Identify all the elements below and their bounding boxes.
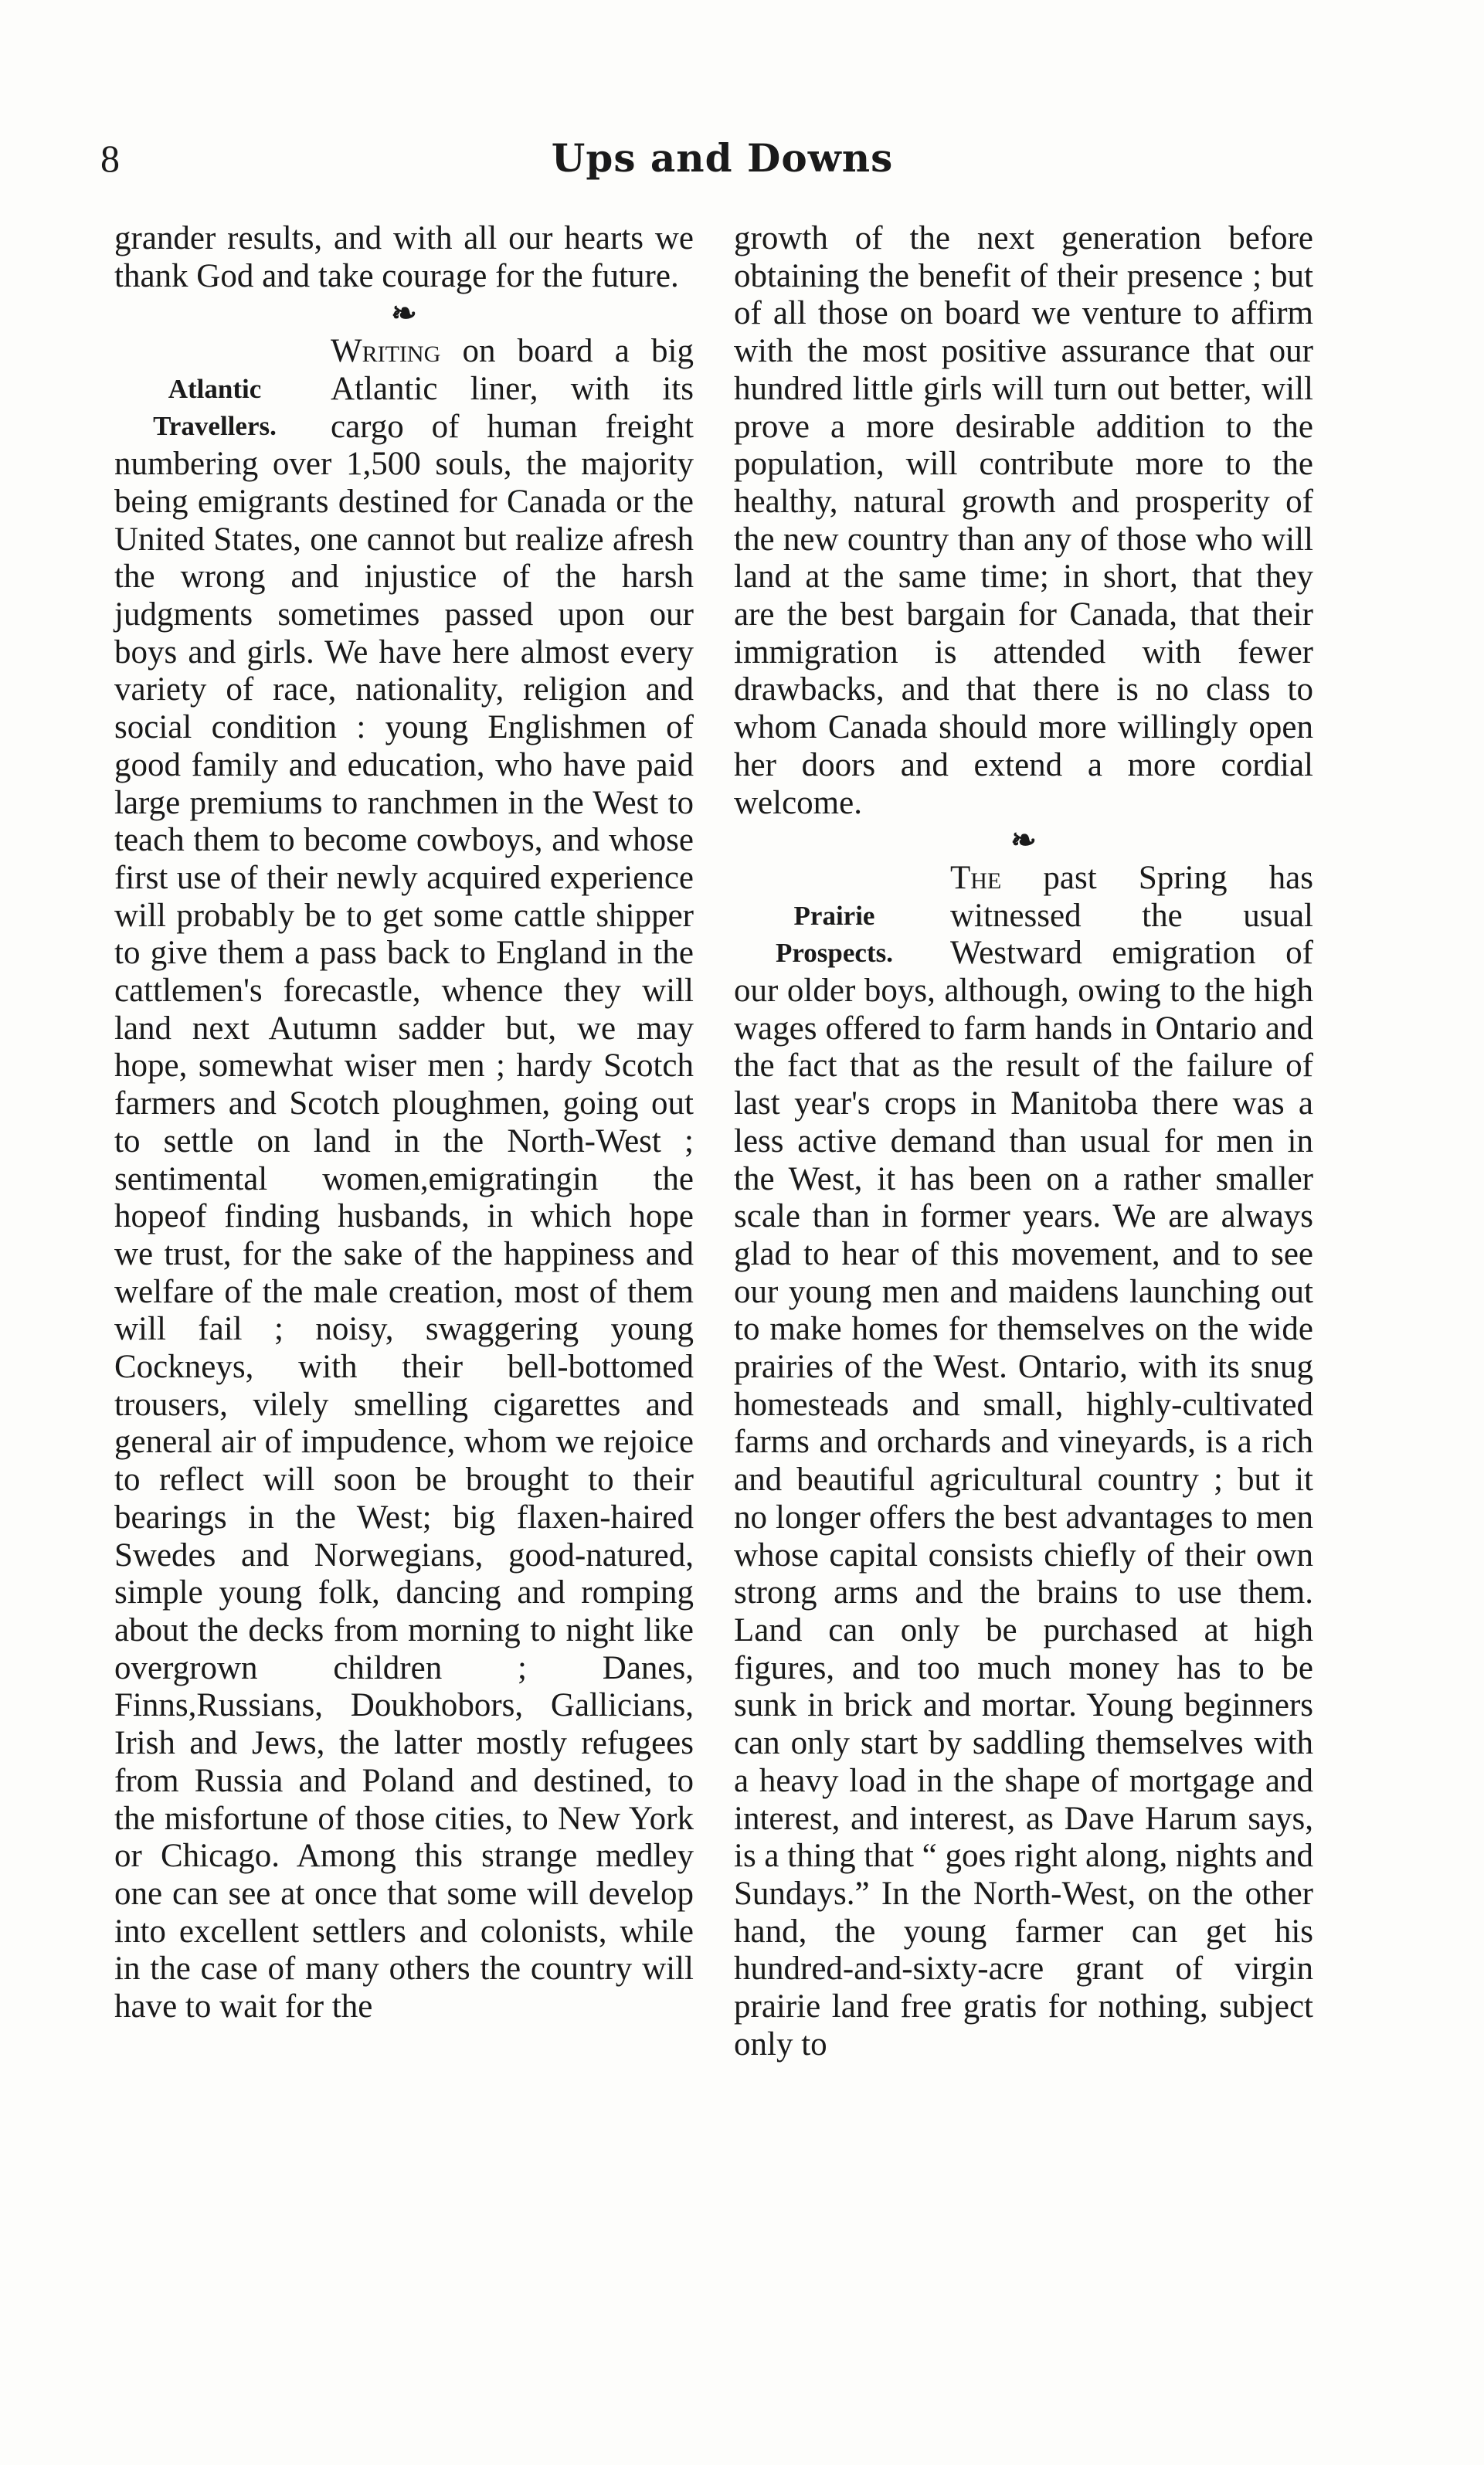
fleuron-ornament-icon: ❧ <box>391 296 417 331</box>
right-column <box>734 220 1313 2063</box>
running-title: Ups and Downs <box>551 135 894 181</box>
paragraph-intro: grander results, and with all our hearts we thank God and take courage for the future. <box>114 220 694 294</box>
paragraph-lead-word: The <box>950 859 1002 896</box>
paragraph-atlantic-travellers <box>114 333 694 2026</box>
marginal-note-prairie-prospects <box>734 898 935 973</box>
paragraph-body: on board a big Atlantic liner, with its cargo of human freight numbering over 1,500 souls, the majority being emigrants destined for Canada or the United States, one cannot but realize afresh the wrong and injustice of the harsh judgments sometimes passed upon our boys and girls. We have here almost every variety of race, nationality, religion and social condition : young Englishmen of good family and education, who have paid large premiums to ranchmen in the West to teach them to become cowboys, and whose first use of their newly acquired experience will probably be to get some cattle shipper to give them a pass back to England in the cattlemen's forecastle, whence they will land next Autumn sadder but, we may hope, somewhat wiser men ; hardy Scotch farmers and Scotch ploughmen, going out to settle on land in the North-West ; sentimental women,emigratingin the hopeof finding husbands, in which hope we trust, for the sake of the happiness and welfare of the male creation, most of them will fail ; noisy, swaggering young Cockneys, with their bell-bottomed trousers, vilely smelling cigarettes and general air of impudence, whom we rejoice to reflect will soon be brought to their bearings in the West; big flaxen-haired Swedes and Norwegians, good-natured, simple young folk, dancing and romping about the decks from morning to night like overgrown children ; Danes, Finns,Russians, Doukhobors, Gallicians, Irish and Jews, the latter mostly refugees from Russia and Poland and destined, to the misfortune of those cities, to New York or Chicago. Among this strange medley one can see at once that some will develop into excellent settlers and colonists, while in the case of many others the country will have to wait for the <box>114 333 694 2025</box>
page-header <box>100 131 1344 185</box>
paragraph-lead-word: Writing <box>331 333 441 370</box>
marginal-note-line: Prospects. <box>776 938 893 969</box>
marginal-note-line: Prairie <box>793 900 875 931</box>
paragraph-continuation: growth of the next generation before obtaining the benefit of their presence ; but of all those on board we venture to affirm with the most positive assurance that our hundred little girls will turn out better, will prove a more desirable addition to the population, will contribute more to the healthy, natural growth and prosperity of the new country than any of those who will land at the same time; in short, that they are the best bargain for Canada, that their immigration is attended with fewer drawbacks, and that there is no class to whom Canada should more willingly open her doors and extend a more cordial welcome. <box>734 220 1313 821</box>
paragraph-prairie-prospects <box>734 860 1313 2064</box>
page-number: 8 <box>100 137 120 180</box>
left-column <box>114 220 694 2026</box>
marginal-note-line: Travellers. <box>153 411 277 442</box>
marginal-note-line: Atlantic <box>168 373 262 404</box>
marginal-note-atlantic-travellers <box>114 371 315 446</box>
paragraph-body: past Spring has witnessed the usual Westward emigration of our older boys, although, owing to the high wages offered to farm hands in Ontario and the fact that as the result of the failure of last year's crops in Manitoba there was a less active demand than usual for men in the West, it has been on a rather smaller scale than in former years. We are always glad to hear of this movement, and to see our young men and maidens launching out to make homes for themselves on the wide prairies of the West. Ontario, with its snug homesteads and small, highly-cultivated farms and orchards and vineyards, is a rich and beautiful agricultural country ; but it no longer offers the best advantages to men whose capital consists chiefly of their own strong arms and the brains to use them. Land can only be purchased at high figures, and too much money has to be sunk in brick and mortar. Young beginners can only start by saddling themselves with a heavy load in the shape of mortgage and interest, and interest, as Dave Harum says, is a thing that “ goes right along, nights and Sundays.” In the North-West, on the other hand, the young farmer can get his hundred-and-sixty-acre grant of virgin prairie land free gratis for nothing, subject only to <box>734 859 1314 2063</box>
fleuron-ornament-icon: ❧ <box>1010 823 1037 858</box>
